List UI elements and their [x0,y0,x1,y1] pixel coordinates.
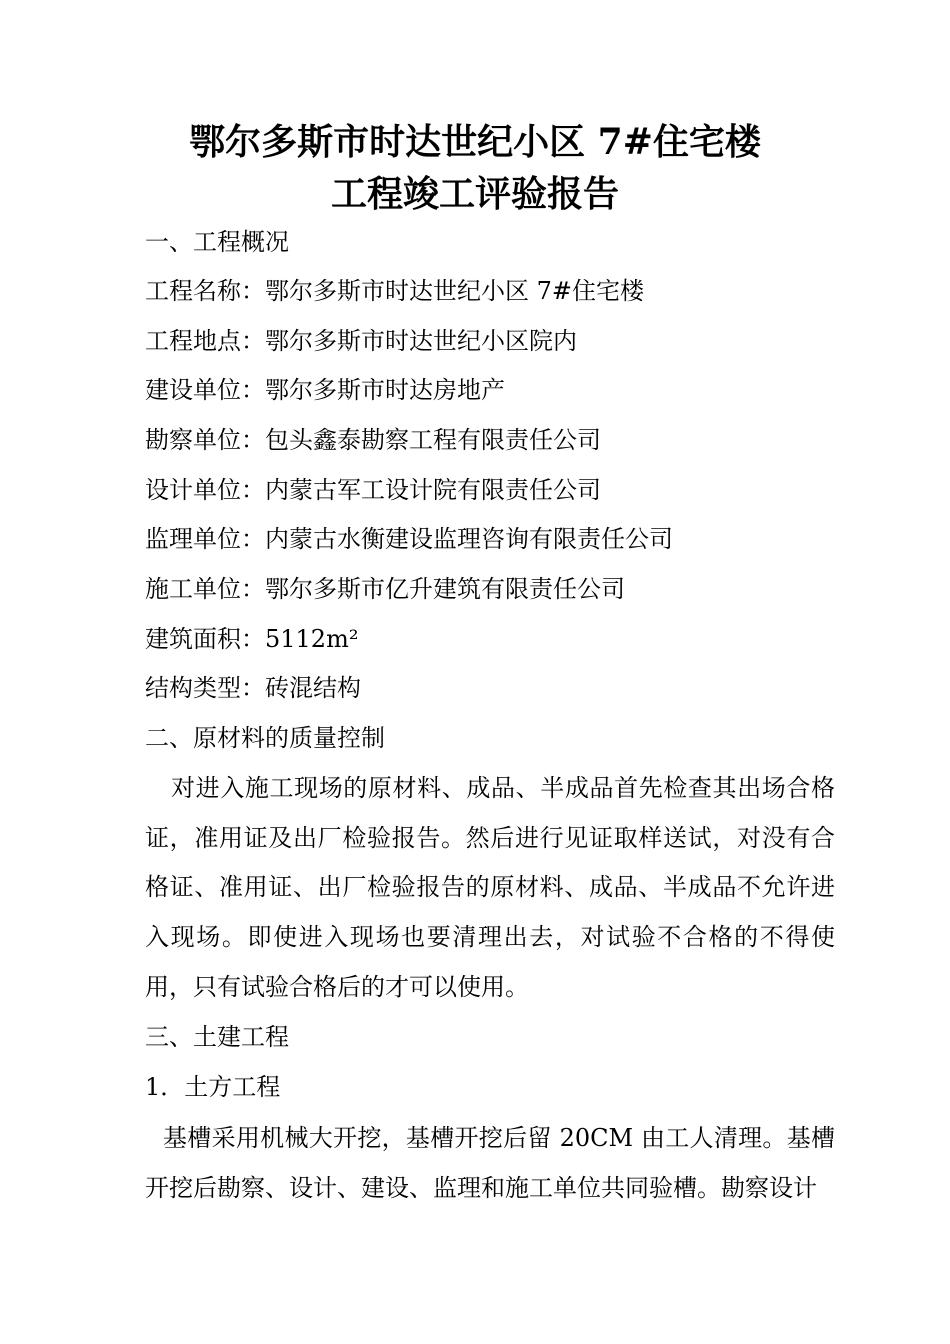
section-2-paragraph: 对进入施工现场的原材料、成品、半成品首先检查其出场合格证，准用证及出厂检验报告。然后进行见证取样送试，对没有合格证、准用证、出厂检验报告的原材料、成品、半成品不允许进入现场。即使进入现场也要清理出去，对试验不合格的不得使用，只有试验合格后的才可以使用。 [145,774,835,1001]
building-area-field: 建筑面积：5112m² [145,625,359,653]
document-title-line-2: 工程竣工评验报告 [330,173,619,215]
section-1-heading: 一、工程概况 [145,228,289,256]
construction-unit-field: 建设单位：鄂尔多斯市时达房地产 [145,376,505,404]
subsection-1-paragraph: 基槽采用机械大开挖，基槽开挖后留 20CM 由工人清理。基槽开挖后勘察、设计、建设、监理和施工单位共同验槽。勘察设计 [145,1124,835,1202]
project-location-field: 工程地点：鄂尔多斯市时达世纪小区院内 [145,327,577,355]
supervision-unit-field: 监理单位：内蒙古水衡建设监理咨询有限责任公司 [145,525,673,553]
subsection-1-heading: 1．土方工程 [145,1073,281,1101]
design-unit-field: 设计单位：内蒙古军工设计院有限责任公司 [145,476,601,504]
document-title-line-1: 鄂尔多斯市时达世纪小区 7#住宅楼 [189,121,761,163]
structure-type-field: 结构类型：砖混结构 [145,674,361,702]
project-name-field: 工程名称：鄂尔多斯市时达世纪小区 7#住宅楼 [145,277,645,305]
survey-unit-field: 勘察单位：包头鑫泰勘察工程有限责任公司 [145,426,601,454]
section-2-heading: 二、原材料的质量控制 [145,724,385,752]
section-3-heading: 三、土建工程 [145,1023,289,1051]
contractor-unit-field: 施工单位：鄂尔多斯市亿升建筑有限责任公司 [145,575,625,603]
